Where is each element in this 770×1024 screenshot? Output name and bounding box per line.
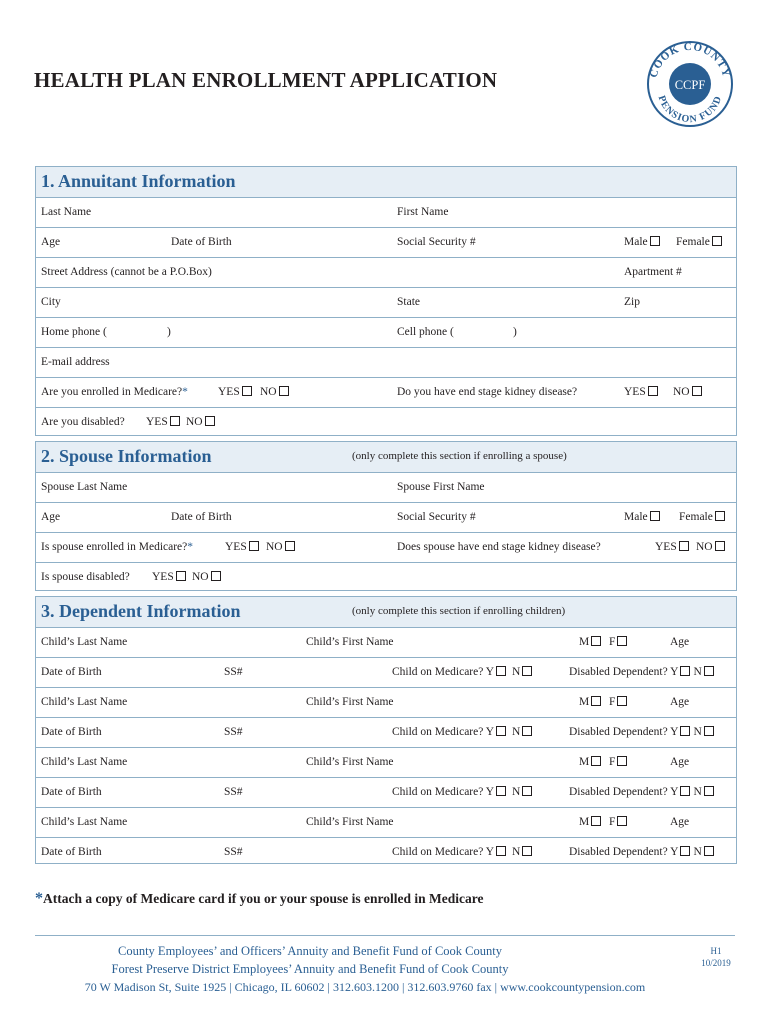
medicare-no-checkbox[interactable] [279,386,289,396]
spouse-disabled-no[interactable]: NO [192,571,224,583]
child-age-field[interactable]: Age [670,756,690,768]
disabled-no-checkbox[interactable] [205,416,215,426]
medicare-question: Are you enrolled in Medicare?* [41,386,188,398]
child-ss-field[interactable]: SS# [224,666,243,678]
child-last-name-field[interactable]: Child’s Last Name [41,636,128,648]
disabled-dependent-y-checkbox[interactable] [680,846,690,856]
medicare-yes[interactable]: YES [218,386,255,398]
child-medicare-y-checkbox[interactable] [496,786,506,796]
child-first-name-field[interactable]: Child’s First Name [306,636,394,648]
form-date: 10/2019 [701,958,731,968]
spouse-dob-field[interactable]: Date of Birth [171,511,232,523]
child-medicare-n-checkbox[interactable] [522,726,532,736]
child-f-checkbox[interactable] [617,636,627,646]
footer-divider [35,935,735,936]
street-address-field[interactable]: Street Address (cannot be a P.O.Box) [41,266,212,278]
ssn-field[interactable]: Social Security # [397,236,476,248]
child-first-name-field[interactable]: Child’s First Name [306,696,394,708]
email-field[interactable]: E-mail address [41,356,110,368]
child-m-checkbox[interactable] [591,636,601,646]
child-m-option[interactable]: M [579,816,604,828]
annuitant-section-header [36,167,736,198]
form-code: H1 [710,946,722,956]
zip-field[interactable]: Zip [624,296,640,308]
spouse-disabled-no-checkbox[interactable] [211,571,221,581]
svg-text:CCPF: CCPF [674,78,706,92]
male-checkbox[interactable] [650,236,660,246]
spouse-section-title: 2. Spouse Information [41,446,212,466]
child-f-option[interactable]: F [609,816,630,828]
child-medicare-y-checkbox[interactable] [496,726,506,736]
child-last-name-field[interactable]: Child’s Last Name [41,756,128,768]
child-m-option[interactable]: M [579,756,604,768]
disabled-question: Are you disabled? [41,416,125,428]
dependent-section-note: (only complete this section if enrolling children) [352,605,566,617]
spouse-kidney-yes-checkbox[interactable] [679,541,689,551]
dependent-section-title: 3. Dependent Information [41,601,241,621]
child-m-option[interactable]: M [579,696,604,708]
kidney-no[interactable]: NO [673,386,705,398]
spouse-last-name-field[interactable]: Spouse Last Name [41,481,128,493]
spouse-kidney-yes[interactable]: YES [655,541,692,553]
child-medicare-question[interactable]: Child on Medicare? Y N [392,846,535,858]
age-field[interactable]: Age [41,236,61,248]
spouse-medicare-question: Is spouse enrolled in Medicare?* [41,541,194,553]
kidney-yes[interactable]: YES [624,386,661,398]
child-dob-field[interactable]: Date of Birth [41,666,102,678]
child-f-option[interactable]: F [609,636,630,648]
disabled-dependent-n-checkbox[interactable] [704,666,714,676]
spouse-age-field[interactable]: Age [41,511,61,523]
date-of-birth-field[interactable]: Date of Birth [171,236,232,248]
child-medicare-question[interactable]: Child on Medicare? Y N [392,666,535,678]
child-age-field[interactable]: Age [670,816,690,828]
child-ss-field[interactable]: SS# [224,786,243,798]
annuitant-section [35,166,737,436]
female-option[interactable]: Female [676,236,725,248]
disabled-dependent-y-checkbox[interactable] [680,726,690,736]
child-medicare-n-checkbox[interactable] [522,666,532,676]
child-f-checkbox[interactable] [617,756,627,766]
child-dob-field[interactable]: Date of Birth [41,846,102,858]
child-medicare-n-checkbox[interactable] [522,846,532,856]
medicare-yes-checkbox[interactable] [242,386,252,396]
child-m-checkbox[interactable] [591,756,601,766]
child-first-name-field[interactable]: Child’s First Name [306,756,394,768]
disabled-dependent-question[interactable]: Disabled Dependent? Y N [569,666,717,678]
spouse-medicare-yes[interactable]: YES [225,541,262,553]
footer-line-1: County Employees’ and Officers’ Annuity and Benefit Fund of Cook County [118,944,502,958]
child-medicare-y-checkbox[interactable] [496,846,506,856]
child-m-option[interactable]: M [579,636,604,648]
spouse-section-note: (only complete this section if enrolling a spouse) [352,450,567,462]
child-f-checkbox[interactable] [617,816,627,826]
spouse-ssn-field[interactable]: Social Security # [397,511,476,523]
disabled-no[interactable]: NO [186,416,218,428]
child-age-field[interactable]: Age [670,696,690,708]
spouse-disabled-yes-checkbox[interactable] [176,571,186,581]
spouse-disabled-question: Is spouse disabled? [41,571,130,583]
spouse-medicare-no[interactable]: NO [266,541,298,553]
child-last-name-field[interactable]: Child’s Last Name [41,816,128,828]
disabled-dependent-y-checkbox[interactable] [680,666,690,676]
child-last-name-field[interactable]: Child’s Last Name [41,696,128,708]
disabled-dependent-question[interactable]: Disabled Dependent? Y N [569,726,717,738]
disabled-yes-checkbox[interactable] [170,416,180,426]
child-f-option[interactable]: F [609,756,630,768]
page-title: HEALTH PLAN ENROLLMENT APPLICATION [34,68,498,92]
disabled-dependent-n-checkbox[interactable] [704,846,714,856]
spouse-medicare-no-checkbox[interactable] [285,541,295,551]
svg-text:PENSION FUND: PENSION FUND [655,94,725,126]
kidney-question: Do you have end stage kidney disease? [397,386,578,398]
child-dob-field[interactable]: Date of Birth [41,726,102,738]
child-medicare-question[interactable]: Child on Medicare? Y N [392,726,535,738]
disabled-dependent-n-checkbox[interactable] [704,786,714,796]
home-phone-field[interactable]: Home phone ( [41,326,107,338]
medicare-card-note: *Attach a copy of Medicare card if you or your spouse is enrolled in Medicare [35,890,484,907]
child-age-field[interactable]: Age [670,636,690,648]
footer-line-3: 70 W Madison St, Suite 1925 | Chicago, IL 60602 | 312.603.1200 | 312.603.9760 fax | www.cookcountypension.com [84,980,646,994]
home-phone-close: ) [167,326,171,338]
spouse-male-checkbox[interactable] [650,511,660,521]
apartment-field[interactable]: Apartment # [624,266,682,278]
spouse-kidney-no-checkbox[interactable] [715,541,725,551]
spouse-female-option[interactable]: Female [679,511,728,523]
child-medicare-y-checkbox[interactable] [496,666,506,676]
dependent-section [35,596,737,864]
spouse-male-option[interactable]: Male [624,511,663,523]
first-name-field[interactable]: First Name [397,206,449,218]
female-checkbox[interactable] [712,236,722,246]
ccpf-logo [646,40,734,128]
child-ss-field[interactable]: SS# [224,846,243,858]
disabled-dependent-question[interactable]: Disabled Dependent? Y N [569,846,717,858]
child-m-checkbox[interactable] [591,696,601,706]
disabled-dependent-n-checkbox[interactable] [704,726,714,736]
city-field[interactable]: City [41,296,61,308]
disabled-dependent-y-checkbox[interactable] [680,786,690,796]
male-option[interactable]: Male [624,236,663,248]
spouse-disabled-yes[interactable]: YES [152,571,189,583]
spouse-female-checkbox[interactable] [715,511,725,521]
cell-phone-field[interactable]: Cell phone ( [397,326,454,338]
child-m-checkbox[interactable] [591,816,601,826]
disabled-dependent-question[interactable]: Disabled Dependent? Y N [569,786,717,798]
svg-text:COOK COUNTY: COOK COUNTY [647,40,733,80]
spouse-medicare-yes-checkbox[interactable] [249,541,259,551]
last-name-field[interactable]: Last Name [41,206,92,218]
kidney-yes-checkbox[interactable] [648,386,658,396]
state-field[interactable]: State [397,296,420,308]
spouse-section [35,441,737,591]
annuitant-section-title: 1. Annuitant Information [41,171,236,191]
kidney-no-checkbox[interactable] [692,386,702,396]
child-first-name-field[interactable]: Child’s First Name [306,816,394,828]
child-medicare-n-checkbox[interactable] [522,786,532,796]
spouse-kidney-question: Does spouse have end stage kidney disease? [397,541,601,553]
footer-line-2: Forest Preserve District Employees’ Annuity and Benefit Fund of Cook County [111,962,509,976]
spouse-first-name-field[interactable]: Spouse First Name [397,481,485,493]
child-ss-field[interactable]: SS# [224,726,243,738]
child-dob-field[interactable]: Date of Birth [41,786,102,798]
spouse-section-header [36,442,736,473]
child-medicare-question[interactable]: Child on Medicare? Y N [392,786,535,798]
child-f-checkbox[interactable] [617,696,627,706]
disabled-yes[interactable]: YES [146,416,183,428]
spouse-kidney-no[interactable]: NO [696,541,728,553]
dependent-section-header [36,597,736,628]
medicare-no[interactable]: NO [260,386,292,398]
cell-phone-close: ) [513,326,517,338]
child-f-option[interactable]: F [609,696,630,708]
